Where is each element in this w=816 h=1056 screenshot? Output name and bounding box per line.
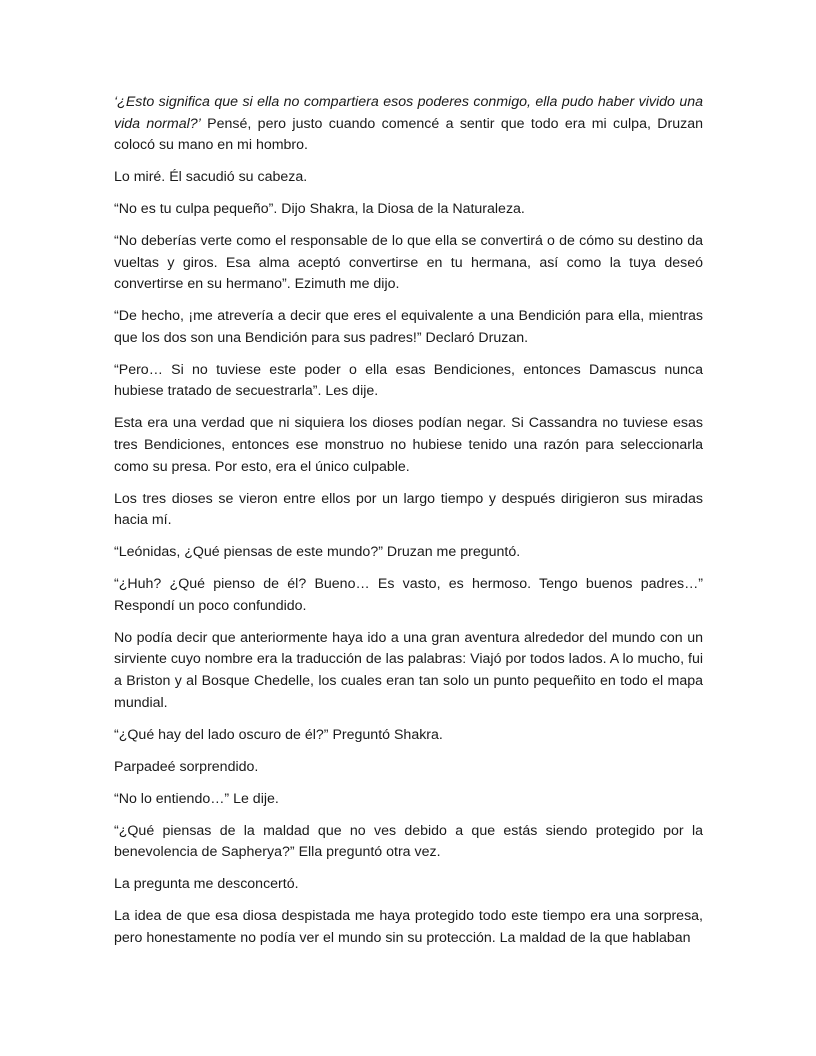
paragraph-3: “No es tu culpa pequeño”. Dijo Shakra, la Diosa de la Naturaleza. <box>114 201 525 218</box>
paragraph-1 <box>114 92 703 157</box>
paragraph-8: Los tres dioses se vieron entre ellos por un largo tiempo y después dirigieron sus miradas hacia mí. <box>114 490 703 529</box>
paragraph-16: La pregunta me desconcertó. <box>114 876 299 893</box>
paragraph-9: “Leónidas, ¿Qué piensas de este mundo?” Druzan me preguntó. <box>114 544 521 561</box>
paragraph-13: Parpadeé sorprendido. <box>114 758 259 775</box>
paragraph-15: “¿Qué piensas de la maldad que no ves debido a que estás siendo protegido por la benevolencia de Sapherya?” Ella preguntó otra vez. <box>114 822 703 861</box>
paragraph-14: “No lo entiendo…” Le dije. <box>114 790 279 807</box>
paragraph-12: “¿Qué hay del lado oscuro de él?” Preguntó Shakra. <box>114 726 443 743</box>
paragraph-1-italic-thought: ‘¿Esto significa que si ella no compartiera esos poderes conmigo, ella pudo haber vivido una vida normal?’ <box>114 94 703 132</box>
paragraph-6: “Pero… Si no tuviese este poder o ella esas Bendiciones, entonces Damascus nunca hubiese tratado de secuestrarla”. Les dije. <box>114 361 703 400</box>
paragraph-4: “No deberías verte como el responsable de lo que ella se convertirá o de cómo su destino da vueltas y giros. Esa alma aceptó convertirse en tu hermana, así como la tuya deseó convertirse en su hermano”. Ezimuth me dijo. <box>114 233 703 293</box>
paragraph-11: No podía decir que anteriormente haya ido a una gran aventura alrededor del mundo con un sirviente cuyo nombre era la traducción de las palabras: Viajó por todos lados. A lo mucho, fui a Briston y al Bosque Chedelle, los cuales eran tan solo un punto pequeñito en todo el mapa mundial. <box>114 629 703 711</box>
paragraph-5: “De hecho, ¡me atrevería a decir que eres el equivalente a una Bendición para ella, mientras que los dos son una Bendición para sus padres!” Declaró Druzan. <box>114 308 703 346</box>
paragraph-1-text: Pensé, pero justo cuando comencé a sentir que todo era mi culpa, Druzan colocó su mano en mi hombro. <box>114 115 703 154</box>
paragraph-7: Esta era una verdad que ni siquiera los dioses podían negar. Si Cassandra no tuviese esas tres Bendiciones, entonces ese monstruo no hubiese tenido una razón para seleccionarla como su presa. Por esto, era el único culpable. <box>114 415 703 475</box>
paragraph-10: “¿Huh? ¿Qué pienso de él? Bueno… Es vasto, es hermoso. Tengo buenos padres…” Respondí un poco confundido. <box>114 576 703 614</box>
paragraph-2: Lo miré. Él sacudió su cabeza. <box>114 169 308 186</box>
paragraph-17: La idea de que esa diosa despistada me haya protegido todo este tiempo era una sorpresa, pero honestamente no podía ver el mundo sin su protección. La maldad de la que hablaban <box>114 908 703 946</box>
